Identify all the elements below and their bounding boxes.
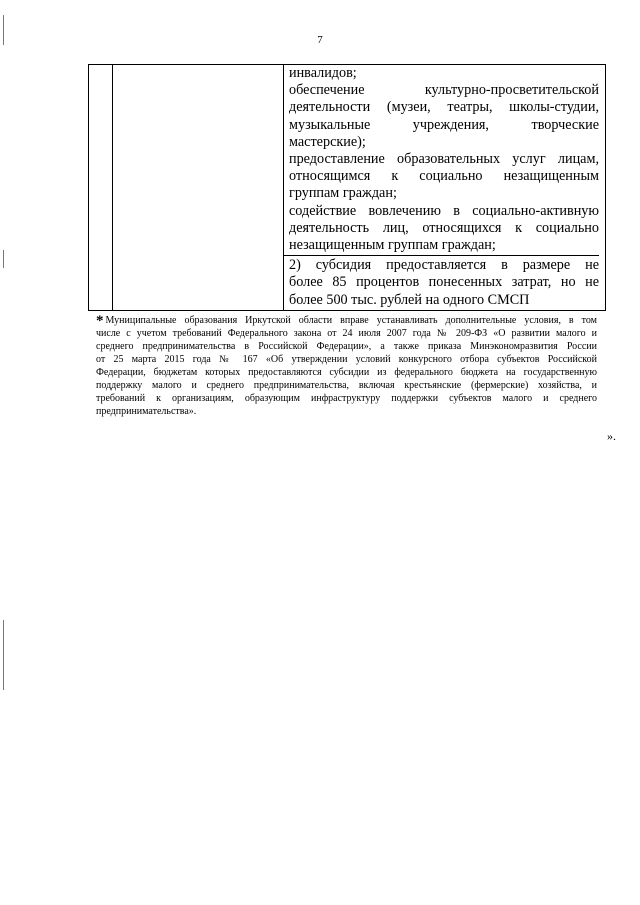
footnote-line: * Муниципальные образования Иркутской области вправе устанавливать дополнительные условия, в том <box>96 313 597 329</box>
table-cell-text <box>289 65 599 309</box>
footnote-line: поддержку малого и среднего предпринимательства, включая крестьянские (фермерские) хозяйства, и <box>96 380 597 391</box>
paragraph-educational-services <box>289 151 599 203</box>
text-line: предоставление образовательных услуг лицам, <box>289 151 599 168</box>
footnote-line: Федерации, бюджетам которых предоставляются субсидии из федерального бюджета на государственную <box>96 367 597 378</box>
closing-quote-mark: ». <box>607 429 616 443</box>
row-separator <box>283 255 599 256</box>
paragraph-cultural-activity <box>289 82 599 151</box>
text-line: 2) субсидия предоставляется в размере не <box>289 257 599 274</box>
table <box>88 64 606 311</box>
text-line: более 500 тыс. рублей на одного СМСП <box>289 291 530 308</box>
paragraph-social-involvement <box>289 203 599 255</box>
text-line: мастерские); <box>289 133 366 150</box>
text-line: обеспечение культурно-просветительской <box>289 82 599 99</box>
text-line: деятельности (музеи, театры, школы-студии, <box>289 99 599 116</box>
paragraph-subsidy-amount <box>289 257 599 309</box>
footnote-line: числе с учетом требований Федерального закона от 24 июля 2007 года № 209-ФЗ «О развитии малого и <box>96 328 597 339</box>
text-line: незащищенным группам граждан; <box>289 237 496 254</box>
text-line: относящимся к социально незащищенным <box>289 168 599 185</box>
paragraph-disabled <box>289 65 599 82</box>
text-line: музыкальные учреждения, творческие <box>289 116 599 133</box>
scan-margin-mark <box>3 250 4 268</box>
table-column-divider <box>112 65 113 310</box>
footnote-line: предпринимательства». <box>96 406 197 417</box>
text-line: инвалидов; <box>289 65 357 81</box>
footnote <box>96 313 597 418</box>
footnote-line: среднего предпринимательства в Российской Федерации», а также приказа Минэкономразвития России <box>96 341 597 352</box>
text-line: группам граждан; <box>289 185 397 202</box>
text-line: деятельность лиц, относящихся к социально <box>289 219 599 236</box>
text-line: более 85 процентов понесенных затрат, но не <box>289 274 599 291</box>
text-line: содействие вовлечению в социально-активную <box>289 202 599 219</box>
scan-margin-mark <box>3 620 4 690</box>
scan-margin-mark <box>3 15 4 45</box>
footnote-line: требований к организациям, образующим инфраструктуру поддержки субъектов малого и среднего <box>96 393 597 404</box>
footnote-marker: * <box>96 313 104 329</box>
page-number: 7 <box>317 34 323 46</box>
footnote-line: от 25 марта 2015 года № 167 «Об утверждении условий конкурсного отбора субъектов Российской <box>96 354 597 365</box>
table-column-divider <box>283 65 284 310</box>
